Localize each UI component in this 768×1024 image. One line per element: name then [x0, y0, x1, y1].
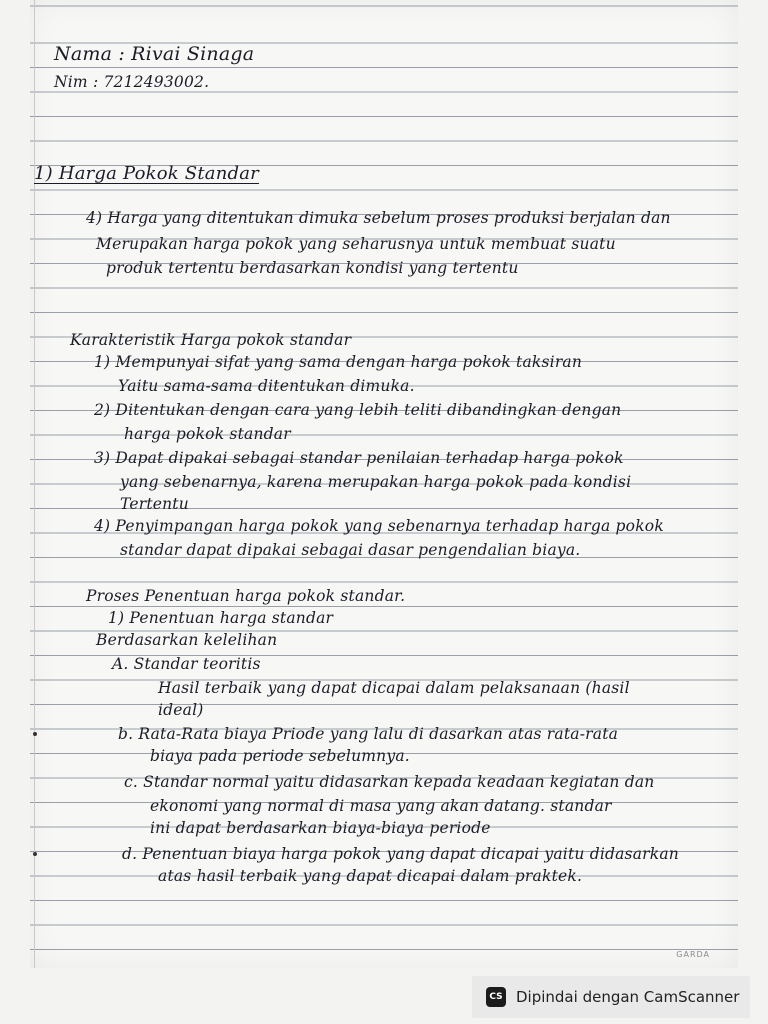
- text-line: 4) Penyimpangan harga pokok yang sebenarnya terhadap harga pokok: [94, 517, 664, 535]
- text-line: produk tertentu berdasarkan kondisi yang tertentu: [106, 259, 519, 277]
- text-line: Yaitu sama-sama ditentukan dimuka.: [118, 377, 415, 395]
- text-line: 1) Penentuan harga standar: [108, 609, 334, 627]
- text-line: ini dapat berdasarkan biaya-biaya periode: [150, 819, 491, 837]
- nim-line: Nim : 7212493002.: [54, 73, 210, 91]
- text-line: standar dapat dipakai sebagai dasar pengendalian biaya.: [120, 541, 581, 559]
- text-line: ekonomi yang normal di masa yang akan datang. standar: [150, 797, 612, 815]
- subheading: Proses Penentuan harga pokok standar.: [86, 587, 406, 605]
- text-line: yang sebenarnya, karena merupakan harga pokok pada kondisi: [120, 473, 632, 491]
- text-line: biaya pada periode sebelumnya.: [150, 747, 410, 765]
- text-line: d. Penentuan biaya harga pokok yang dapat dicapai yaitu didasarkan: [122, 845, 679, 863]
- text-line: A. Standar teoritis: [112, 655, 261, 673]
- text-line: 4) Harga yang ditentukan dimuka sebelum proses produksi berjalan dan: [86, 209, 671, 227]
- text-line: harga pokok standar: [124, 425, 291, 443]
- paper-brand: GARDA: [676, 950, 710, 959]
- camscanner-label: Dipindai dengan CamScanner: [516, 988, 740, 1006]
- text-line: Merupakan harga pokok yang seharusnya untuk membuat suatu: [96, 235, 616, 253]
- subheading: Karakteristik Harga pokok standar: [70, 331, 352, 349]
- margin-mark: [33, 852, 37, 856]
- text-line: c. Standar normal yaitu didasarkan kepada keadaan kegiatan dan: [124, 773, 655, 791]
- text-line: 1) Mempunyai sifat yang sama dengan harga pokok taksiran: [94, 353, 583, 371]
- text-line: atas hasil terbaik yang dapat dicapai dalam praktek.: [158, 867, 583, 885]
- margin-line: [34, 0, 35, 968]
- name-line: Nama : Rivai Sinaga: [54, 43, 255, 65]
- section-title: 1) Harga Pokok Standar: [34, 163, 259, 184]
- text-line: Hasil terbaik yang dapat dicapai dalam pelaksanaan (hasil: [158, 679, 630, 697]
- text-line: Tertentu: [120, 495, 189, 513]
- text-line: Berdasarkan kelelihan: [96, 631, 278, 649]
- text-line: 2) Ditentukan dengan cara yang lebih teliti dibandingkan dengan: [94, 401, 622, 419]
- camscanner-watermark: [472, 976, 750, 1018]
- notebook-page: [30, 0, 738, 968]
- margin-mark: [33, 732, 37, 736]
- text-line: ideal): [158, 701, 204, 719]
- text-line: 3) Dapat dipakai sebagai standar penilaian terhadap harga pokok: [94, 449, 624, 467]
- camscanner-icon: CS: [486, 987, 506, 1007]
- text-line: b. Rata-Rata biaya Priode yang lalu di dasarkan atas rata-rata: [118, 725, 619, 743]
